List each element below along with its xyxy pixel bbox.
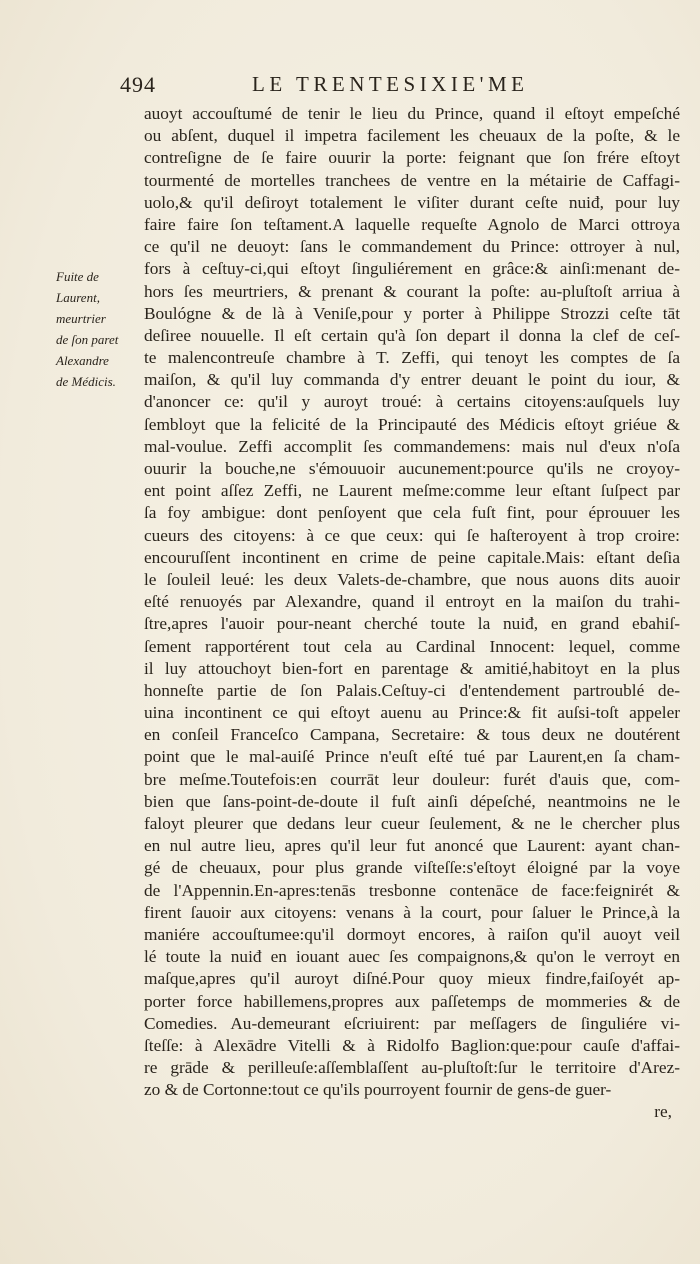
text-line: ſembloyt que la felicité de la Principauté des Médicis eſtoyt griéue & — [144, 414, 680, 434]
text-line: d'anoncer ce: qu'il y auroyt troué: à certains citoyens:auſquels luy — [144, 392, 680, 412]
text-line: contreſigne de ſe faire ouurir la porte: feignant que ſon frére eſtoyt — [144, 148, 680, 168]
text-line: le ſouleil leué: les deux Valets-de-chambre, que nous auons dits auoir — [144, 569, 680, 589]
text-line: bre meſme.Toutefois:en courrāt leur douleur: furét d'auis que, com- — [144, 769, 680, 789]
text-line: re, — [654, 1102, 672, 1122]
text-line: maiſon, & qu'il luy commanda d'y entrer deuant le point du iour, & — [144, 370, 680, 390]
text-line: ſa foy ambigue: dont penſoyent que cela fuſt fint, pour éprouuer les — [144, 503, 680, 523]
running-title: LE TRENTESIXIE'ME — [252, 72, 529, 96]
text-line: re grāde & perilleuſe:aſſemblaſſent au-pluſtoſt:ſur le territoire d'Arez- — [144, 1058, 680, 1078]
text-line: auoyt accouſtumé de tenir le lieu du Prince, quand il eſtoyt empeſché — [144, 104, 680, 123]
margin-note-line: de ſon paret — [56, 332, 119, 347]
text-line: firent ſauoir aux citoyens: venans à la court, pour ſaluer le Prince,à la — [144, 902, 680, 922]
text-line: ſtre,apres l'auoir pour-neant cherché toute la nuiđ, en grand ebahiſ- — [144, 614, 680, 634]
margin-note — [56, 266, 142, 392]
text-line: deſiree nouuelle. Il eſt certain qu'à ſon depart il donna la clef de ceſ- — [144, 325, 680, 345]
text-line: Comedies. Au-demeurant eſcriuirent: par meſſagers de ſinguliére vi- — [144, 1013, 680, 1033]
text-line: ſteſſe: à Alexādre Vitelli & à Ridolfo Baglion:que:pour cauſe d'affai- — [144, 1035, 680, 1055]
text-line: il luy attouchoyt bien-fort en parentage & amitié,habitoyt en la plus — [144, 658, 680, 678]
body-text — [144, 103, 680, 1124]
margin-note-line: meurtrier — [56, 311, 106, 326]
page-header — [120, 72, 680, 104]
text-line: en nul autre lieu, apres qu'il leur fut anoncé que Laurent: ayant chan- — [144, 836, 680, 856]
text-line: maſque,apres qu'il auroyt diſné.Pour quoy mieux findre,faiſoyét ap- — [144, 969, 680, 989]
text-line: uina incontinent ce qui eſtoyt auenu au Prince:& fit auſsi-toſt appeler — [144, 703, 680, 723]
text-line: zo & de Cortonne:tout ce qu'ils pourroyent fournir de gens-de guer- — [144, 1080, 612, 1100]
text-line: cueurs des citoyens: à ce que ceux: qui ſe haſteroyent à trop croire: — [144, 525, 680, 545]
text-line: ent point aſſez Zeffi, ne Laurent meſme:comme leur eſtant ſuſpect par — [144, 481, 680, 501]
text-line: de l'Appennin.En-apres:tenās tresbonne contenāce de face:feignirét & — [144, 880, 680, 900]
margin-note-line: Alexandre — [56, 353, 109, 368]
text-line: hors ſes meurtriers, & prenant & courant la poſte: au-pluſtoſt arriua à — [144, 281, 680, 301]
page-number: 494 — [120, 72, 156, 97]
text-line: ou abſent, duquel il impetra facilement les cheuaux de la poſte, & le — [144, 126, 680, 146]
text-line: tourmenté de mortelles tranchees de ventre en la métairie de Caffagi- — [144, 170, 680, 190]
text-line: faire faire ſon teſtament.A laquelle requeſte Agnolo de Marci ottroya — [144, 214, 680, 234]
text-line: ouurir la bouche,ne s'émouuoir aucunement:pource qu'ils ne croyoy- — [144, 459, 680, 478]
text-line: Boulógne & de là à Veniſe,pour y porter à Philippe Strozzi ceſte tāt — [144, 303, 680, 323]
text-line: maniére accouſtumee:qu'il dormoyt encores, à raiſon qu'il auoyt veil — [144, 924, 680, 944]
text-line: en conſeil Franceſco Campana, Secretaire: & tous deux ne doutérent — [144, 725, 680, 745]
text-line: lé toute la nuiđ en iouant auec ſes compaignons,& qu'on le verroyt en — [144, 947, 680, 967]
text-line: honneſte partie de ſon Palais.Ceſtuy-ci d'entendement partroublé de- — [144, 680, 680, 700]
margin-note-line: de Médicis. — [56, 374, 116, 389]
text-line: gé de cheuaux, pour plus grande viſteſſe:s'eſtoyt éloigné par la voye — [144, 858, 680, 878]
text-line: mal-voulue. Zeffi accomplit ſes commandemens: mais nul d'eux n'oſa — [144, 436, 680, 456]
text-line: bien que ſans-point-de-doute il fuſt ainſi dépeſché, neantmoins ne le — [144, 791, 680, 811]
margin-note-line: Fuite de — [56, 269, 99, 284]
text-line: uolo,& qu'il deſiroyt totalement le viſiter durant ceſte nuiđ, pour luy — [144, 192, 680, 212]
text-line: porter force habillemens,propres aux paſſetemps de mommeries & de — [144, 991, 680, 1011]
text-line: point que le mal-auiſé Prince n'euſt eſté tué par Laurent,en ſa cham- — [144, 747, 680, 767]
text-line: fors à ceſtuy-ci,qui eſtoyt ſinguliérement en grâce:& ainſi:menant de- — [144, 259, 680, 279]
text-line: faloyt pleurer que dedans leur cueur ſeulement, & ne le chercher plus — [144, 814, 680, 833]
text-line: eſté renuoyés par Alexandre, quand il entroyt en la maiſon du trahi- — [144, 592, 680, 612]
text-line: ſement rapportérent tout cela au Cardinal Innocent: lequel, comme — [144, 636, 680, 656]
text-line: ce qu'il ne deuoyt: ſans le commandement du Prince: ottroyer à nul, — [144, 237, 680, 257]
text-line: te malencontreuſe chambre à T. Zeffi, qui tenoyt les comptes de ſa — [144, 348, 680, 368]
text-line: encouruſſent incontinent en crime de peine capitale.Mais: eſtant deſia — [144, 547, 680, 567]
margin-note-line: Laurent, — [56, 290, 100, 305]
